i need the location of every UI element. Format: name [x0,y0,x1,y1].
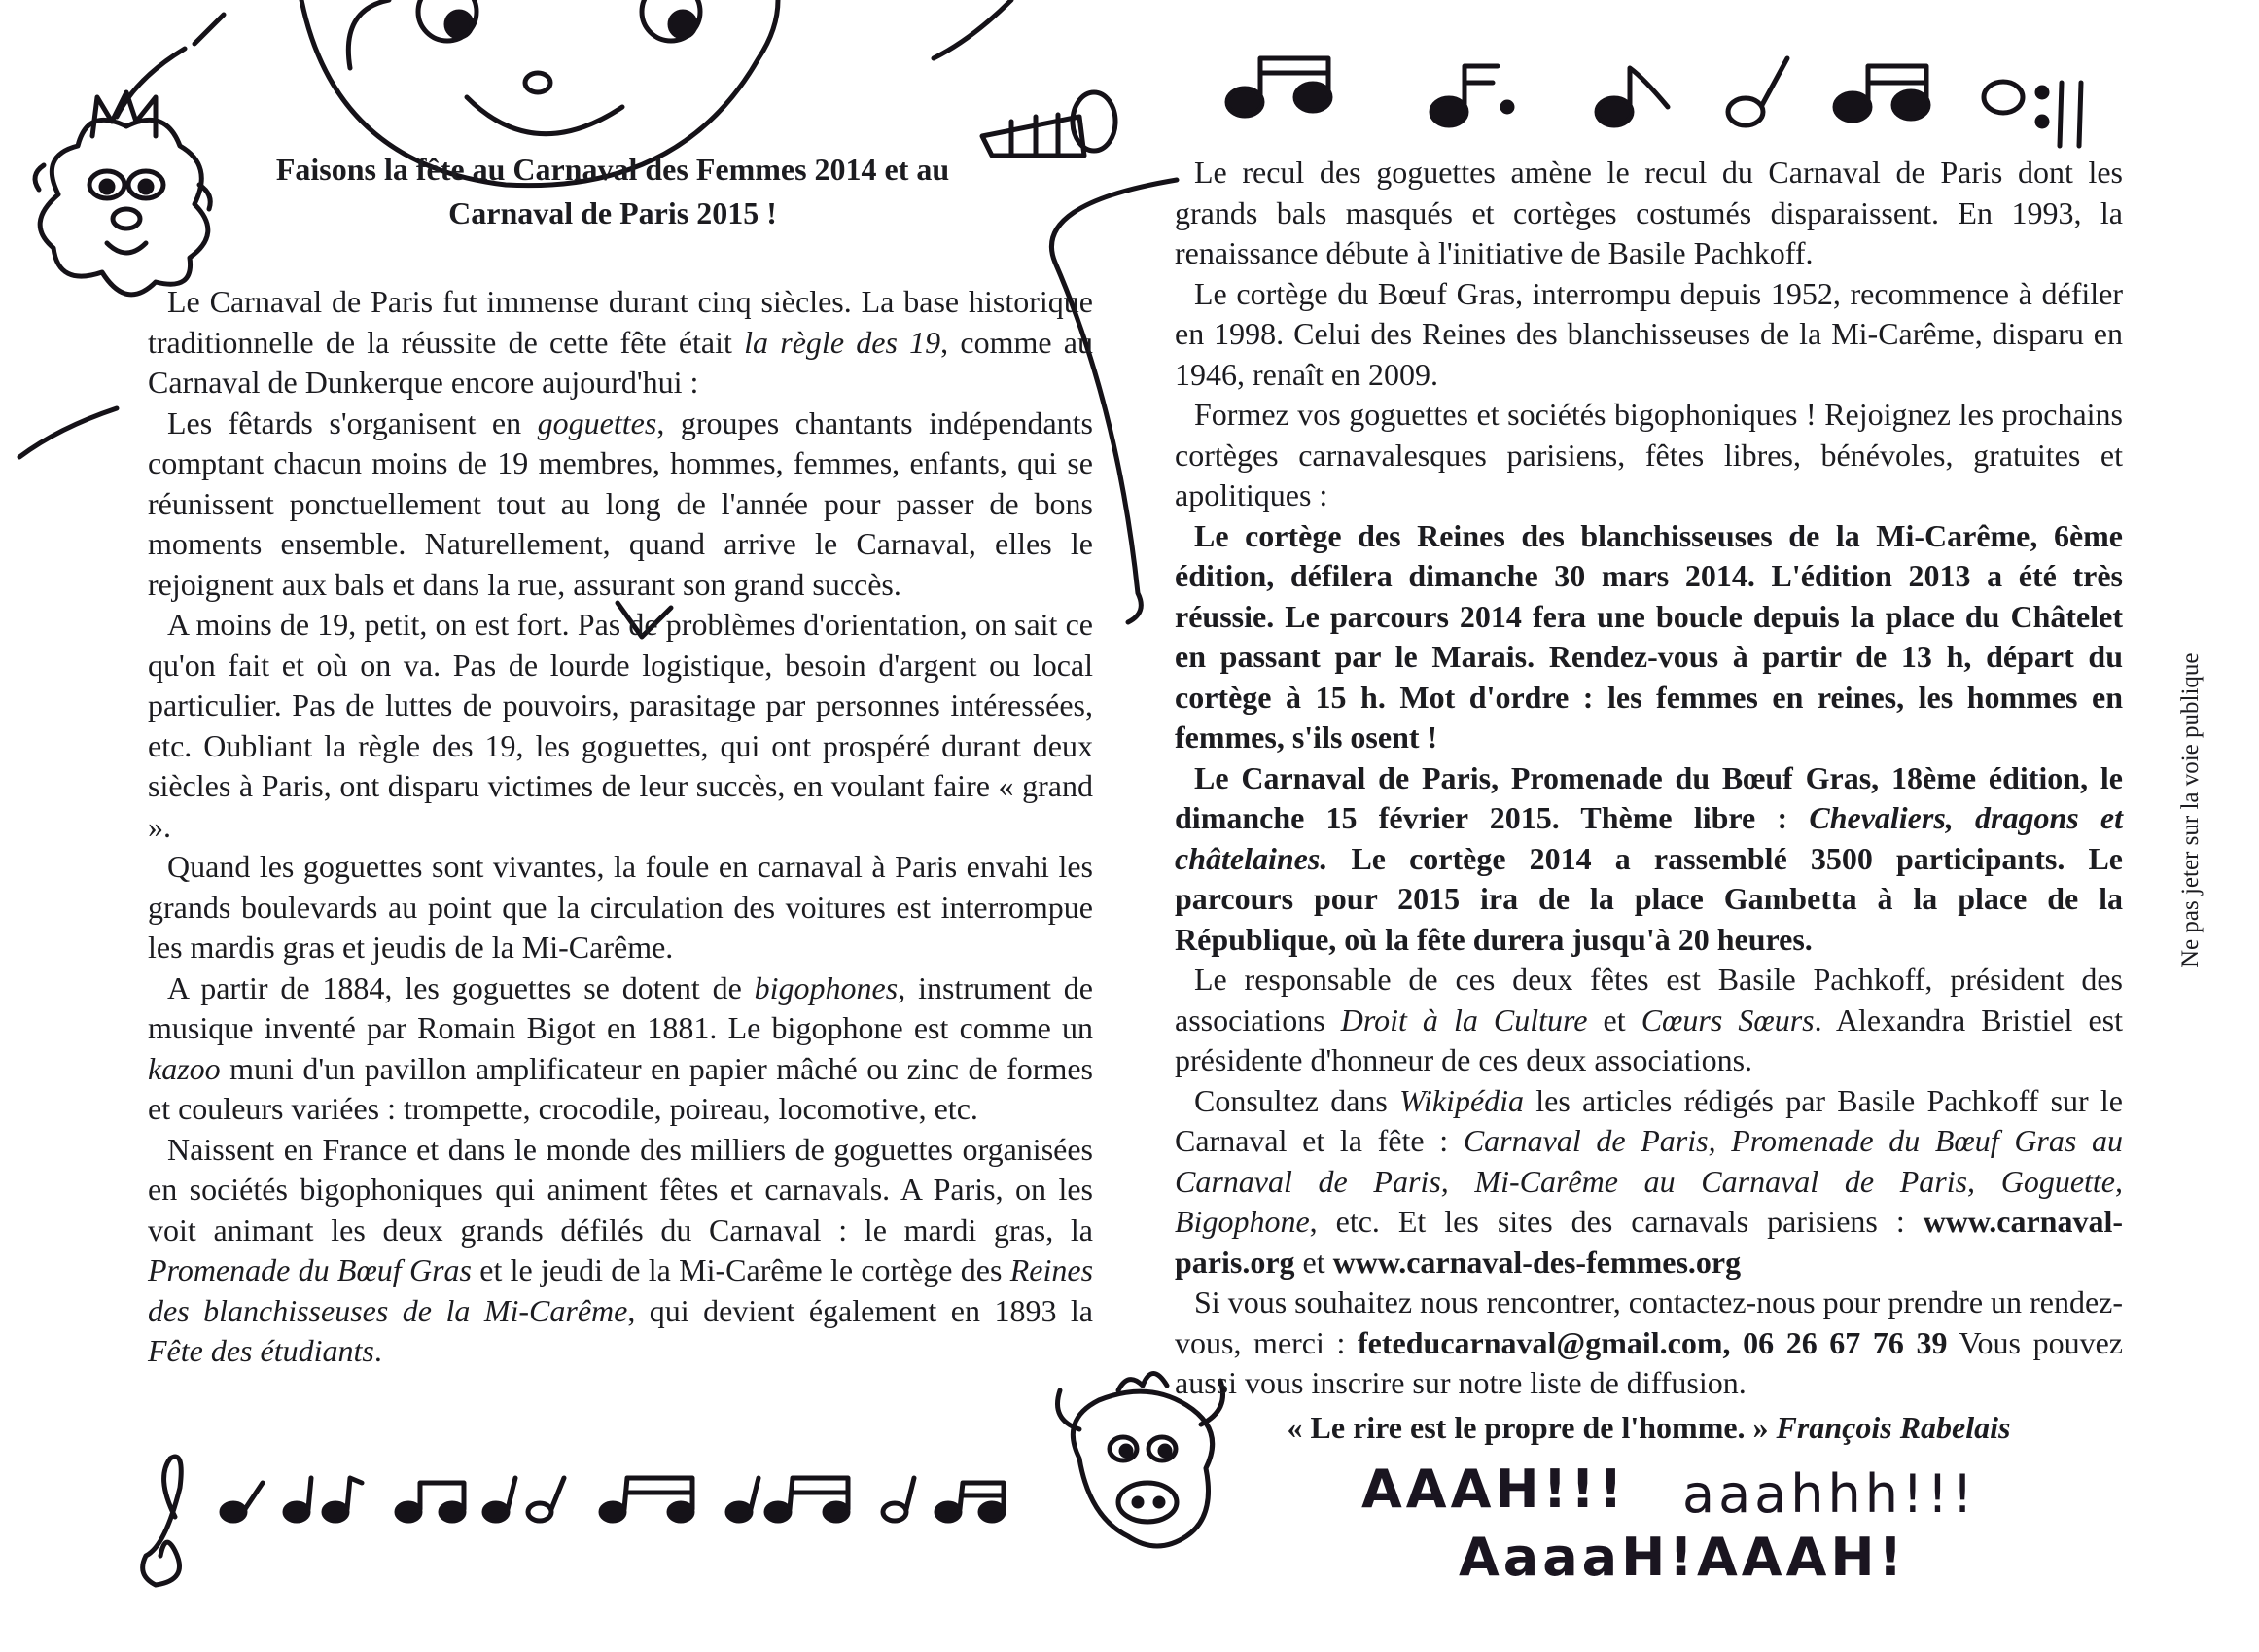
website-link-2[interactable]: www.carnaval-des-femmes.org [1332,1244,1742,1280]
accent-stroke-doodle [19,408,117,457]
right-paragraph-1: Le recul des goguettes amène le recul du Carnaval de Paris dont les grands bals masqués et cortèges costumés disparaissent. En 1993, la renaissance débute à l'initiative de Basile Pachkoff. [1175,155,2123,270]
music-notes-doodle [1227,58,2081,146]
litter-notice: Ne pas jeter sur la voie publique [2177,652,2204,967]
shout-line-2a: AaaaH! [1459,1527,1697,1588]
website-link-1[interactable]: www.carnaval-paris.org [1175,1204,2123,1280]
right-paragraph-4: Le cortège des Reines des blanchisseuses de la Mi-Carême, 6ème édition, défilera dimanche 30 mars 2014. L'édition 2013 a été très réussie. Le parcours 2014 fera une boucle depuis la place du Châtelet en passant par le Marais. Rendez-vous à partir de 13 h, départ du cortège à 15 h. Mot d'ordre : les femmes en reines, les hommes en femmes, s'ils osent ! [1175,517,2123,755]
shout-line-2b: AAAH! [1697,1527,1907,1588]
right-column [1175,153,2123,1448]
rabelais-quote: « Le rire est le propre de l'homme. » François Rabelais [1287,1409,2011,1445]
left-paragraph-3: A moins de 19, petit, on est fort. Pas de problèmes d'orientation, on sait ce qu'on fait et où on va. Pas de lourde logistique, besoin d'argent ou local particulier. Pas de luttes de pouvoirs, parasitage par personnes intéressées, etc. Oubliant la règle des 19, les goguettes, qui ont prospéré durant deux siècles à Paris, ont disparu victimes de leur succès, en voulant faire « grand ». [148,607,1093,844]
right-paragraph-6: Le responsable de ces deux fêtes est Basile Pachkoff, président des associations Droit à la Culture et Cœurs Sœurs. Alexandra Bristiel est présidente d'honneur de ces deux associations. [1175,962,2124,1077]
left-column [148,282,1093,1372]
page-title [170,148,1055,235]
right-paragraph-2: Le cortège du Bœuf Gras, interrompu depuis 1952, recommence à défiler en 1998. Celui des Reines des blanchisseuses de la Mi-Carême, disparu en 1946, renaît en 2009. [1175,275,2123,392]
right-paragraph-5: Le Carnaval de Paris, Promenade du Bœuf Gras, 18ème édition, le dimanche 15 février 2015. Thème libre : Chevaliers, dragons et châtelaines. Le cortège 2014 a rassemblé 3500 participants. Le parcours pour 2015 ira de la place Gambetta à la place de la République, où la fête durera jusqu'à 20 heures. [1175,759,2124,957]
contact-email[interactable]: feteducarnaval@gmail.com, 06 26 67 76 39 [1358,1324,1948,1360]
left-paragraph-2: Les fêtards s'organisent en goguettes, groupes chantants indépendants comptant chacun moins de 19 membres, hommes, femmes, enfants, qui se réunissent ponctuellement tout au long de l'année pour passer de bons moments ensemble. Naturellement, quand arrive le Carnaval, elles le rejoignent aux bals et dans la rue, assurant son grand succès. [148,404,1094,602]
title-line-2: Carnaval de Paris 2015 ! [448,195,777,230]
right-paragraph-7: Consultez dans Wikipédia les articles rédigés par Basile Pachkoff sur le Carnaval et la fête : Carnaval de Paris, Promenade du Bœuf Gras au Carnaval de Paris, Mi-Carême au Carnaval de Paris, Goguette, Bigophone, etc. Et les sites des carnavals parisiens : www.carnaval-paris.org et www.carnaval-des-femmes.org [1175,1082,2124,1280]
bottom-notes-doodle [143,1457,1004,1585]
right-paragraph-3: Formez vos goguettes et sociétés bigophoniques ! Rejoignez les prochains cortèges carnavalesques parisiens, fêtes libres, bénévoles, gratuites et apolitiques : [1175,397,2123,512]
shout-line-1b: aaahhh!!! [1682,1463,1977,1525]
treble-clef-icon [143,1457,182,1585]
left-paragraph-1: Le Carnaval de Paris fut immense durant cinq siècles. La base historique traditionnelle de la réussite de cette fête était la règle des 19, comme au Carnaval de Dunkerque encore aujourd'hui : [148,284,1094,400]
right-paragraph-8: Si vous souhaitez nous rencontrer, contactez-nous pour prendre un rendez-vous, merci : feteducarnaval@gmail.com, 06 26 67 76 39 Vous pouvez aussi vous inscrire sur notre liste de diffusion. [1175,1284,2124,1400]
left-paragraph-5: A partir de 1884, les goguettes se dotent de bigophones, instrument de musique inventé par Romain Bigot en 1881. Le bigophone est comme un kazoo muni d'un pavillon amplificateur en papier mâché ou zinc de formes et couleurs variées : trompette, crocodile, poireau, locomotive, etc. [148,969,1094,1126]
trumpet-doodle [982,92,1115,156]
title-line-1: Faisons la fête au Carnaval des Femmes 2014 et au [275,152,950,187]
left-paragraph-4: Quand les goguettes sont vivantes, la foule en carnaval à Paris envahi les grands boulevards au point que la circulation des voitures est interrompue les mardis gras et jeudis de la Mi-Carême. [148,849,1093,965]
left-paragraph-6: Naissent en France et dans le monde des milliers de goguettes organisées en sociétés bigophoniques qui animent fêtes et carnavals. A Paris, on les voit animant les deux grands défilés du Carnaval : le mardi gras, la Promenade du Bœuf Gras et le jeudi de la Mi-Carême le cortège des Reines des blanchisseuses de la Mi-Carême, qui devient également en 1893 la Fête des étudiants. [148,1131,1094,1368]
shout-line-1a: AAAH!!! [1361,1459,1627,1520]
